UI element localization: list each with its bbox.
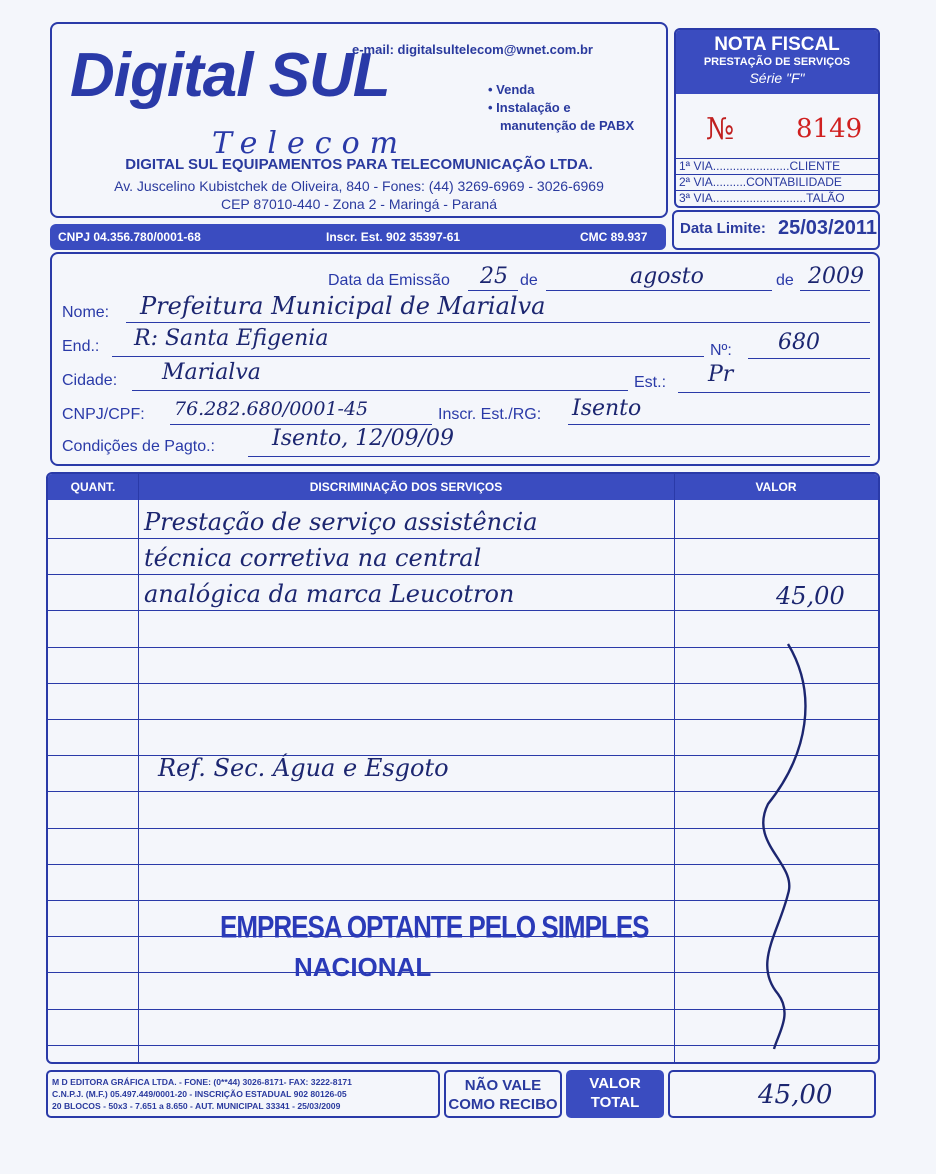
- pagto-label: Condições de Pagto.:: [62, 438, 215, 455]
- nao-vale-line-1: NÃO VALE: [464, 1077, 542, 1094]
- via-3-label: 3ª VIA............................: [679, 191, 807, 205]
- cnpj-label: CNPJ/CPF:: [62, 406, 145, 423]
- de-label-2: de: [776, 272, 794, 289]
- company-email: e-mail: digitalsultelecom@wnet.com.br: [352, 42, 593, 57]
- cidade-label: Cidade:: [62, 372, 118, 389]
- printer-line-1: M D EDITORA GRÁFICA LTDA. - FONE: (0**44) 3026-8171- FAX: 3222-8171: [52, 1077, 352, 1087]
- nome-label: Nome:: [62, 304, 110, 321]
- de-label-1: de: [520, 272, 538, 289]
- valor-total-value: 45,00: [758, 1080, 833, 1110]
- company-cep: CEP 87010-440 - Zona 2 - Maringá - Paraná: [220, 196, 497, 212]
- est-field[interactable]: [678, 362, 870, 393]
- via-1-label: 1ª VIA.......................: [679, 159, 790, 173]
- nota-number-symbol: №: [706, 112, 735, 147]
- service-line-2: técnica corretiva na central: [144, 544, 482, 572]
- valor-total-field[interactable]: [668, 1070, 876, 1118]
- simples-stamp-line-2: NACIONAL: [294, 952, 432, 982]
- reference-note: Ref. Sec. Água e Esgoto: [158, 754, 449, 782]
- via-2-label: 2ª VIA..........: [679, 175, 747, 189]
- via-3: [676, 190, 878, 206]
- inscr-field[interactable]: [568, 396, 870, 425]
- service-line-3-value: 45,00: [776, 582, 845, 610]
- nota-serie: Série "F": [749, 70, 805, 86]
- service-line-3: analógica da marca Leucotron: [144, 580, 515, 608]
- col-disc-header: DISCRIMINAÇÃO DOS SERVIÇOS: [309, 480, 503, 494]
- end-field[interactable]: [112, 326, 704, 357]
- emissao-day: 25: [480, 264, 508, 289]
- service-sales: • Venda: [488, 82, 535, 97]
- end-label: End.:: [62, 338, 100, 355]
- nome-value: Prefeitura Municipal de Marialva: [140, 292, 546, 320]
- end-value: R: Santa Efigenia: [134, 326, 329, 351]
- registration-strip: [50, 224, 666, 250]
- client-form: [50, 252, 880, 466]
- valor-total-line-2: TOTAL: [590, 1094, 640, 1111]
- nota-title: NOTA FISCAL: [714, 34, 840, 55]
- pagto-field[interactable]: [248, 426, 870, 457]
- cnpj-field[interactable]: [170, 400, 432, 425]
- company-address: Av. Juscelino Kubistchek de Oliveira, 840 - Fones: (44) 3269-6969 - 3026-6969: [114, 178, 604, 194]
- nao-vale-box: [444, 1070, 562, 1118]
- table-rule: [48, 610, 878, 611]
- via-2-dest: CONTABILIDADE: [746, 175, 842, 189]
- num-field[interactable]: [748, 330, 870, 359]
- printer-line-2: C.N.P.J. (M.F.) 05.497.449/0001-20 - INSCRIÇÃO ESTADUAL 902 80126-05: [52, 1089, 347, 1099]
- inscr-label: Inscr. Est./RG:: [438, 406, 542, 423]
- emissao-month: agosto: [630, 264, 704, 289]
- via-1: [676, 158, 878, 174]
- valor-total-label: [566, 1070, 664, 1118]
- company-logo: Digital SUL: [70, 41, 390, 110]
- table-rule: [48, 574, 878, 575]
- printer-info: [46, 1070, 440, 1118]
- pagto-value: Isento, 12/09/09: [272, 426, 455, 451]
- col-valor-header: VALOR: [755, 480, 797, 494]
- data-limite-box: [672, 210, 880, 250]
- inscr-value: Isento: [572, 396, 642, 421]
- num-value: 680: [778, 330, 820, 355]
- valor-total-line-1: VALOR: [589, 1075, 641, 1092]
- service-maintenance: manutenção de PABX: [500, 118, 635, 133]
- cidade-value: Marialva: [162, 360, 261, 385]
- nota-fiscal-box: [674, 28, 880, 208]
- emissao-label: Data da Emissão: [328, 272, 450, 289]
- company-cnpj: CNPJ 04.356.780/0001-68: [58, 230, 201, 244]
- services-table: [46, 472, 880, 1064]
- strike-squiggle-icon: [748, 634, 828, 1054]
- col-divider-2: [674, 474, 675, 1062]
- company-logo-sub: Telecom: [212, 126, 409, 161]
- data-limite-label: Data Limite:: [680, 220, 766, 237]
- col-quant-header: QUANT.: [70, 480, 116, 494]
- via-1-dest: CLIENTE: [789, 159, 841, 173]
- emissao-year-field[interactable]: [800, 264, 870, 291]
- company-header: [50, 22, 668, 218]
- est-value: Pr: [708, 362, 734, 387]
- cidade-field[interactable]: [132, 360, 628, 391]
- via-2: [676, 174, 878, 190]
- nota-subtitle: PRESTAÇÃO DE SERVIÇOS: [703, 56, 851, 68]
- nao-vale-line-2: COMO RECIBO: [448, 1096, 558, 1113]
- cnpj-value: 76.282.680/0001-45: [174, 398, 369, 420]
- printer-line-3: 20 BLOCOS - 50x3 - 7.651 a 8.650 - AUT. MUNICIPAL 33341 - 25/03/2009: [52, 1101, 341, 1111]
- data-limite-value: 25/03/2011: [778, 217, 877, 239]
- nota-number: 8149: [796, 114, 863, 144]
- emissao-day-field[interactable]: [468, 264, 518, 291]
- table-rule: [48, 538, 878, 539]
- emissao-month-field[interactable]: [546, 264, 772, 291]
- emissao-year: 2009: [808, 264, 864, 289]
- company-inscr-est: Inscr. Est. 902 35397-61: [326, 230, 461, 244]
- nota-fiscal-header: [676, 30, 878, 94]
- est-label: Est.:: [634, 374, 667, 391]
- via-3-dest: TALÃO: [806, 191, 845, 205]
- service-install: • Instalação e: [488, 100, 571, 115]
- service-line-1: Prestação de serviço assistência: [144, 508, 538, 536]
- simples-stamp-line-1: EMPRESA OPTANTE PELO SIMPLES: [220, 908, 649, 945]
- nome-field[interactable]: [126, 292, 870, 323]
- company-name: DIGITAL SUL EQUIPAMENTOS PARA TELECOMUNICAÇÃO LTDA.: [125, 156, 593, 173]
- num-label: Nº:: [710, 342, 732, 359]
- company-cmc: CMC 89.937: [580, 230, 648, 244]
- col-divider-1: [138, 474, 139, 1062]
